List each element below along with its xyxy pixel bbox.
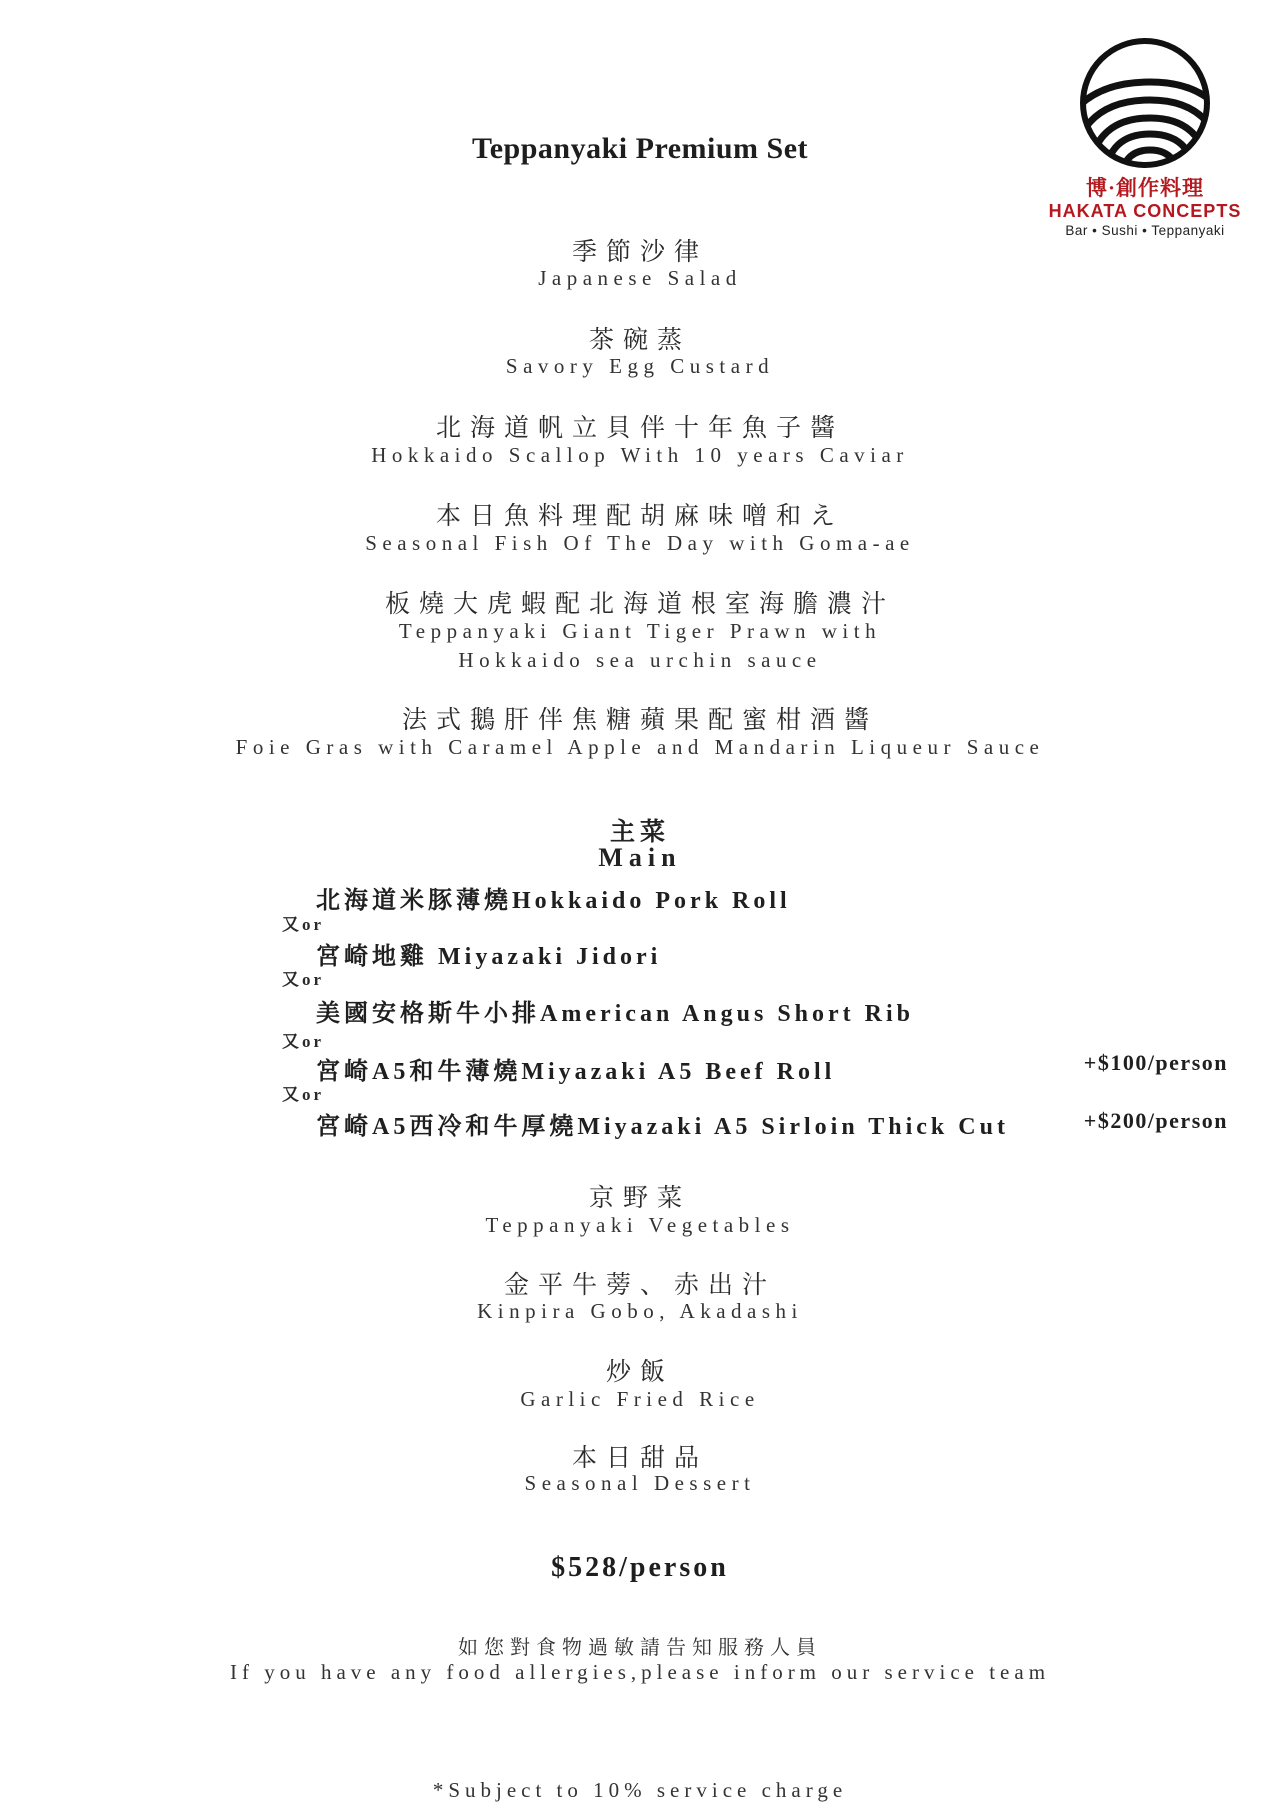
course-en: Seasonal Fish Of The Day with Goma-ae: [365, 531, 915, 555]
course-zh: 金平牛蒡、赤出汁: [503, 1272, 776, 1299]
or-label: 又or: [282, 915, 325, 934]
course-en: Japanese Salad: [538, 266, 742, 290]
course-zh: 季節沙律: [571, 239, 708, 266]
course-zh: 北海道帆立貝伴十年魚子醬: [435, 415, 844, 442]
course-en: Seasonal Dessert: [524, 1471, 756, 1495]
course-zh: 板燒大虎蝦配北海道根室海膽濃汁: [384, 591, 895, 618]
menu-title: Teppanyaki Premium Set: [471, 132, 809, 165]
course-en: Kinpira Gobo, Akadashi: [477, 1299, 803, 1323]
logo-name-cn: 博·創作料理: [1085, 176, 1204, 200]
course-en: Hokkaido Scallop With 10 years Caviar: [371, 443, 909, 467]
main-item: 宮崎A5西冷和牛厚燒Miyazaki A5 Sirloin Thick Cut: [316, 1114, 1009, 1140]
course-en: Teppanyaki Giant Tiger Prawn with: [398, 619, 882, 643]
or-label: 又or: [282, 1085, 325, 1104]
course-zh: 法式鵝肝伴焦糖蘋果配蜜柑酒醬: [401, 707, 878, 734]
or-label: 又or: [282, 1032, 325, 1051]
course-zh: 炒飯: [605, 1359, 674, 1386]
surcharge: +$100/person: [1083, 1050, 1228, 1075]
course-zh: 茶碗蒸: [588, 327, 691, 354]
course-en: Foie Gras with Caramel Apple and Mandarin Liqueur Sauce: [235, 735, 1045, 759]
service-charge-note: *Subject to 10% service charge: [432, 1778, 848, 1802]
main-item: 宮崎A5和牛薄燒Miyazaki A5 Beef Roll: [316, 1059, 836, 1085]
course-zh: 本日魚料理配胡麻味噌和え: [435, 503, 844, 530]
set-price: $528/person: [551, 1552, 729, 1583]
logo-name-en: HAKATA CONCEPTS: [1048, 201, 1242, 221]
main-item: 北海道米豚薄燒Hokkaido Pork Roll: [316, 888, 791, 914]
main-heading-zh: 主菜: [609, 819, 670, 846]
course-zh: 京野菜: [588, 1185, 691, 1212]
or-label: 又or: [282, 970, 325, 989]
course-en: Savory Egg Custard: [505, 354, 775, 378]
course-zh: 本日甜品: [571, 1445, 708, 1472]
course-en-line2: Hokkaido sea urchin sauce: [458, 648, 822, 672]
allergy-note-zh: 如您對食物過敏請告知服務人員: [458, 1637, 822, 1659]
main-item: 美國安格斯牛小排American Angus Short Rib: [316, 1001, 915, 1027]
main-heading-en: Main: [598, 843, 682, 872]
course-en: Teppanyaki Vegetables: [485, 1213, 795, 1237]
logo-subtitle: Bar • Sushi • Teppanyaki: [1065, 223, 1225, 238]
surcharge: +$200/person: [1083, 1108, 1228, 1133]
main-item: 宮崎地雞 Miyazaki Jidori: [316, 944, 662, 970]
course-en: Garlic Fried Rice: [520, 1387, 760, 1411]
allergy-note-en: If you have any food allergies,please inform our service team: [229, 1660, 1051, 1684]
